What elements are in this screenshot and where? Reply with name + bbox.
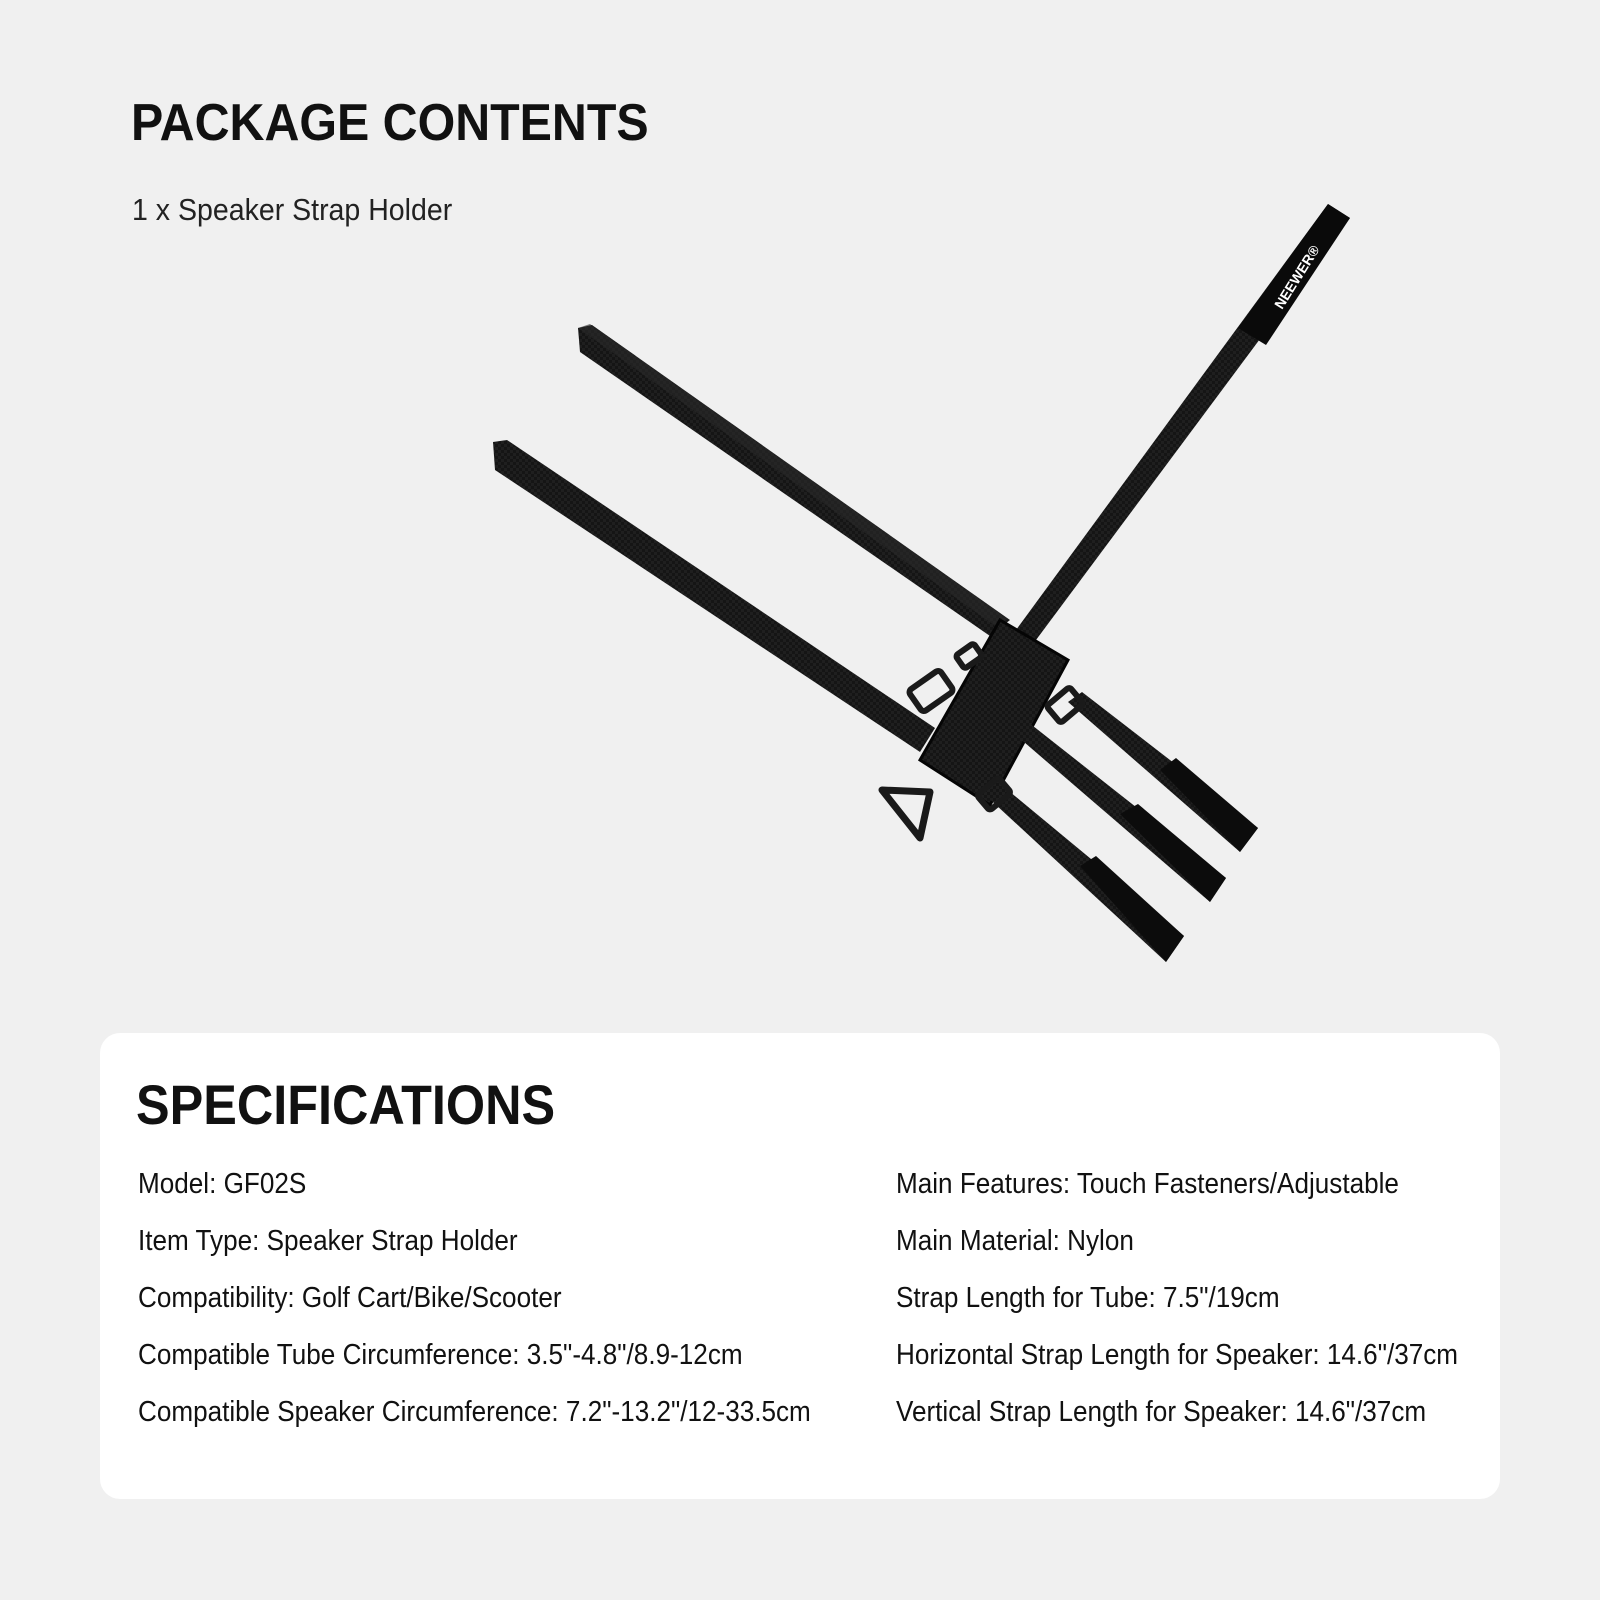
spec-item: Main Features: Touch Fasteners/Adjustable (896, 1168, 1399, 1200)
fastener-strap-2 (1010, 722, 1226, 902)
specifications-card (100, 1033, 1500, 1499)
triangle-clip (882, 790, 930, 838)
package-contents-title: PACKAGE CONTENTS (131, 94, 649, 152)
spec-item: Model: GF02S (138, 1168, 307, 1200)
spec-item: Horizontal Strap Length for Speaker: 14.6"/37cm (896, 1339, 1459, 1371)
spec-list-right (896, 1164, 1520, 1449)
package-item-text: 1 x Speaker Strap Holder (132, 192, 453, 227)
specifications-title: SPECIFICATIONS (136, 1073, 556, 1136)
spec-item: Item Type: Speaker Strap Holder (138, 1225, 518, 1257)
spec-item: Compatibility: Golf Cart/Bike/Scooter (138, 1282, 562, 1314)
spec-item: Vertical Strap Length for Speaker: 14.6"/37cm (896, 1396, 1427, 1428)
spec-item: Main Material: Nylon (896, 1225, 1134, 1257)
spec-item: Strap Length for Tube: 7.5"/19cm (896, 1282, 1280, 1314)
lower-horizontal-strap (493, 440, 935, 752)
spec-list-left (138, 1164, 886, 1449)
brand-logo-text: NEEWER® (1270, 242, 1323, 312)
spec-item: Compatible Tube Circumference: 3.5"-4.8"/8.9-12cm (138, 1339, 743, 1371)
upper-horizontal-strap (578, 324, 1010, 636)
spec-item: Compatible Speaker Circumference: 7.2"-13.2"/12-33.5cm (138, 1396, 811, 1428)
speaker-strap-holder-image (460, 190, 1360, 980)
fastener-strap-3 (982, 782, 1184, 962)
